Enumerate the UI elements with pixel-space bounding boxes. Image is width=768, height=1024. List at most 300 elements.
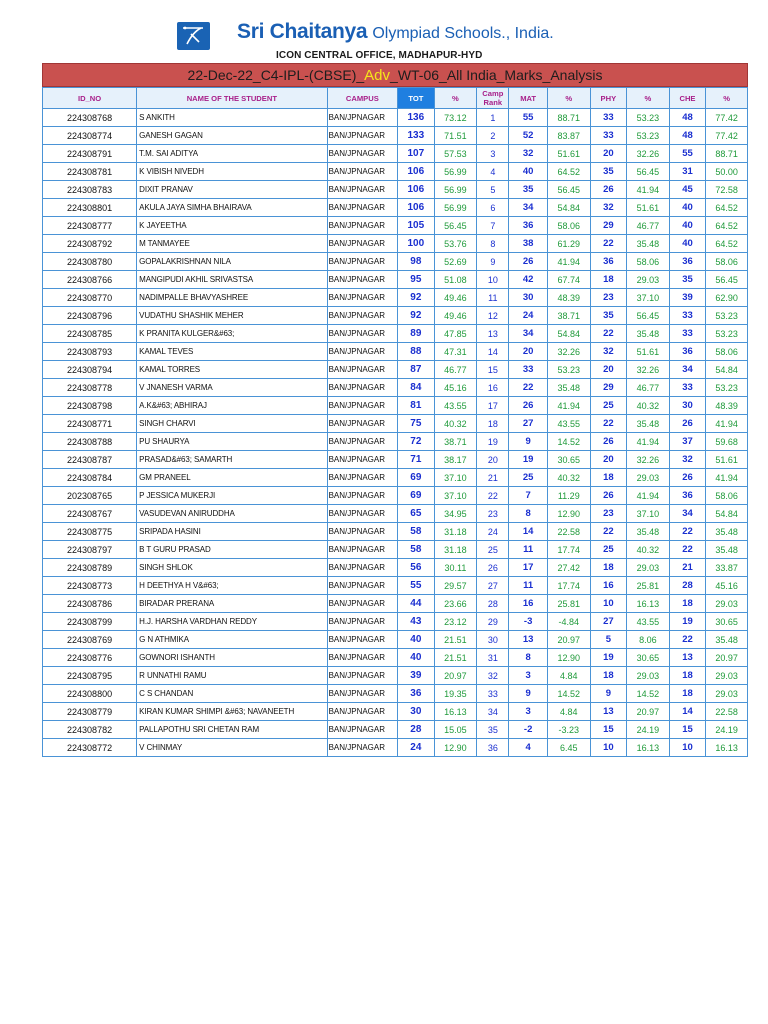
cell-camp-rank: 12 <box>477 307 509 325</box>
cell-name: H.J. HARSHA VARDHAN REDDY <box>137 613 327 631</box>
cell-mat-pct: 53.23 <box>547 361 590 379</box>
cell-che-pct: 45.16 <box>706 577 748 595</box>
cell-che: 18 <box>669 685 705 703</box>
table-row <box>43 559 748 577</box>
table-row <box>43 109 748 127</box>
cell-che-pct: 22.58 <box>706 703 748 721</box>
cell-mat-pct: 41.94 <box>547 397 590 415</box>
cell-phy: 22 <box>590 235 626 253</box>
cell-che-pct: 51.61 <box>706 451 748 469</box>
cell-che-pct: 29.03 <box>706 595 748 613</box>
cell-mat: 13 <box>509 631 548 649</box>
school-logo-icon <box>177 22 210 50</box>
cell-id: 224308779 <box>43 703 137 721</box>
cell-campus: BAN/JPNAGAR <box>327 451 398 469</box>
cell-phy-pct: 14.52 <box>627 685 670 703</box>
cell-mat-pct: -4.84 <box>547 613 590 631</box>
cell-che-pct: 77.42 <box>706 127 748 145</box>
cell-che-pct: 50.00 <box>706 163 748 181</box>
cell-tot: 107 <box>398 145 434 163</box>
cell-campus: BAN/JPNAGAR <box>327 703 398 721</box>
cell-campus: BAN/JPNAGAR <box>327 343 398 361</box>
cell-phy-pct: 56.45 <box>627 307 670 325</box>
page-header <box>0 14 768 62</box>
cell-che-pct: 77.42 <box>706 109 748 127</box>
cell-phy: 19 <box>590 649 626 667</box>
cell-mat: 24 <box>509 307 548 325</box>
cell-mat: 30 <box>509 289 548 307</box>
cell-id: 224308774 <box>43 127 137 145</box>
cell-mat-pct: 20.97 <box>547 631 590 649</box>
cell-tot-pct: 47.31 <box>434 343 477 361</box>
cell-phy: 10 <box>590 595 626 613</box>
cell-camp-rank: 26 <box>477 559 509 577</box>
cell-name: P JESSICA MUKERJI <box>137 487 327 505</box>
cell-name: T.M. SAI ADITYA <box>137 145 327 163</box>
table-row <box>43 361 748 379</box>
table-row <box>43 505 748 523</box>
cell-name: AKULA JAYA SIMHA BHAIRAVA <box>137 199 327 217</box>
cell-campus: BAN/JPNAGAR <box>327 379 398 397</box>
cell-tot-pct: 57.53 <box>434 145 477 163</box>
cell-id: 224308791 <box>43 145 137 163</box>
col-id: ID_NO <box>43 88 137 109</box>
cell-che-pct: 29.03 <box>706 685 748 703</box>
cell-phy-pct: 43.55 <box>627 613 670 631</box>
cell-camp-rank: 6 <box>477 199 509 217</box>
cell-mat-pct: 11.29 <box>547 487 590 505</box>
cell-tot-pct: 52.69 <box>434 253 477 271</box>
cell-phy: 35 <box>590 163 626 181</box>
col-phy-pct: % <box>627 88 670 109</box>
cell-id: 224308767 <box>43 505 137 523</box>
cell-tot: 56 <box>398 559 434 577</box>
table-row <box>43 721 748 739</box>
cell-che-pct: 20.97 <box>706 649 748 667</box>
cell-tot-pct: 49.46 <box>434 289 477 307</box>
cell-camp-rank: 2 <box>477 127 509 145</box>
cell-tot: 98 <box>398 253 434 271</box>
cell-tot-pct: 29.57 <box>434 577 477 595</box>
cell-mat-pct: 4.84 <box>547 703 590 721</box>
cell-phy-pct: 20.97 <box>627 703 670 721</box>
table-row <box>43 307 748 325</box>
cell-che: 33 <box>669 379 705 397</box>
cell-tot: 105 <box>398 217 434 235</box>
table-row <box>43 379 748 397</box>
cell-campus: BAN/JPNAGAR <box>327 145 398 163</box>
cell-campus: BAN/JPNAGAR <box>327 613 398 631</box>
cell-phy-pct: 41.94 <box>627 433 670 451</box>
cell-camp-rank: 29 <box>477 613 509 631</box>
cell-tot-pct: 40.32 <box>434 415 477 433</box>
table-row <box>43 127 748 145</box>
cell-tot-pct: 56.99 <box>434 163 477 181</box>
cell-tot: 95 <box>398 271 434 289</box>
cell-che: 10 <box>669 739 705 757</box>
cell-tot: 84 <box>398 379 434 397</box>
cell-che-pct: 58.06 <box>706 253 748 271</box>
cell-phy: 20 <box>590 145 626 163</box>
cell-tot: 92 <box>398 289 434 307</box>
cell-name: MANGIPUDI AKHIL SRIVASTSA <box>137 271 327 289</box>
cell-tot-pct: 23.12 <box>434 613 477 631</box>
cell-tot-pct: 71.51 <box>434 127 477 145</box>
cell-mat: 17 <box>509 559 548 577</box>
col-campus: CAMPUS <box>327 88 398 109</box>
cell-phy-pct: 32.26 <box>627 145 670 163</box>
cell-id: 224308769 <box>43 631 137 649</box>
cell-camp-rank: 13 <box>477 325 509 343</box>
cell-camp-rank: 25 <box>477 541 509 559</box>
cell-mat: 42 <box>509 271 548 289</box>
col-tot-pct: % <box>434 88 477 109</box>
table-row <box>43 325 748 343</box>
cell-campus: BAN/JPNAGAR <box>327 559 398 577</box>
cell-name: K PRANITA KULGER&#63; <box>137 325 327 343</box>
cell-campus: BAN/JPNAGAR <box>327 397 398 415</box>
cell-tot: 58 <box>398 523 434 541</box>
col-mat-pct: % <box>547 88 590 109</box>
cell-che-pct: 64.52 <box>706 235 748 253</box>
table-body <box>43 109 748 757</box>
col-mat: MAT <box>509 88 548 109</box>
cell-mat: 52 <box>509 127 548 145</box>
cell-che-pct: 30.65 <box>706 613 748 631</box>
cell-che: 40 <box>669 235 705 253</box>
cell-id: 224308798 <box>43 397 137 415</box>
cell-tot-pct: 16.13 <box>434 703 477 721</box>
cell-che: 45 <box>669 181 705 199</box>
cell-tot-pct: 20.97 <box>434 667 477 685</box>
cell-tot-pct: 45.16 <box>434 379 477 397</box>
cell-mat-pct: 40.32 <box>547 469 590 487</box>
cell-mat: 35 <box>509 181 548 199</box>
cell-name: KAMAL TEVES <box>137 343 327 361</box>
table-row <box>43 739 748 757</box>
cell-phy-pct: 37.10 <box>627 505 670 523</box>
table-row <box>43 595 748 613</box>
cell-tot: 30 <box>398 703 434 721</box>
cell-tot: 106 <box>398 181 434 199</box>
table-row <box>43 577 748 595</box>
cell-name: H DEETHYA H V&#63; <box>137 577 327 595</box>
cell-mat-pct: 64.52 <box>547 163 590 181</box>
cell-name: BIRADAR PRERANA <box>137 595 327 613</box>
cell-campus: BAN/JPNAGAR <box>327 685 398 703</box>
cell-campus: BAN/JPNAGAR <box>327 361 398 379</box>
cell-campus: BAN/JPNAGAR <box>327 217 398 235</box>
cell-che-pct: 53.23 <box>706 325 748 343</box>
cell-phy: 33 <box>590 127 626 145</box>
cell-che: 35 <box>669 271 705 289</box>
table-row <box>43 415 748 433</box>
cell-mat: 4 <box>509 739 548 757</box>
cell-tot-pct: 23.66 <box>434 595 477 613</box>
cell-che-pct: 53.23 <box>706 307 748 325</box>
cell-tot-pct: 56.99 <box>434 181 477 199</box>
cell-phy: 22 <box>590 415 626 433</box>
table-row <box>43 685 748 703</box>
cell-id: 224308788 <box>43 433 137 451</box>
cell-tot-pct: 31.18 <box>434 523 477 541</box>
cell-name: R UNNATHI RAMU <box>137 667 327 685</box>
cell-phy-pct: 8.06 <box>627 631 670 649</box>
cell-camp-rank: 7 <box>477 217 509 235</box>
cell-mat: 27 <box>509 415 548 433</box>
table-row <box>43 631 748 649</box>
cell-che: 48 <box>669 109 705 127</box>
cell-che: 32 <box>669 451 705 469</box>
cell-camp-rank: 9 <box>477 253 509 271</box>
cell-tot-pct: 15.05 <box>434 721 477 739</box>
col-tot: TOT <box>398 88 434 109</box>
cell-che: 34 <box>669 505 705 523</box>
cell-phy: 23 <box>590 289 626 307</box>
cell-tot: 81 <box>398 397 434 415</box>
cell-name: PALLAPOTHU SRI CHETAN RAM <box>137 721 327 739</box>
table-row <box>43 145 748 163</box>
cell-name: S ANKITH <box>137 109 327 127</box>
cell-phy: 18 <box>590 469 626 487</box>
cell-che-pct: 35.48 <box>706 523 748 541</box>
cell-mat-pct: 32.26 <box>547 343 590 361</box>
cell-che-pct: 58.06 <box>706 343 748 361</box>
cell-mat: 55 <box>509 109 548 127</box>
cell-mat: 34 <box>509 325 548 343</box>
cell-che-pct: 53.23 <box>706 379 748 397</box>
cell-campus: BAN/JPNAGAR <box>327 325 398 343</box>
cell-mat-pct: 12.90 <box>547 505 590 523</box>
cell-phy: 15 <box>590 721 626 739</box>
cell-campus: BAN/JPNAGAR <box>327 199 398 217</box>
cell-phy: 22 <box>590 523 626 541</box>
cell-camp-rank: 28 <box>477 595 509 613</box>
cell-tot: 75 <box>398 415 434 433</box>
cell-phy-pct: 51.61 <box>627 343 670 361</box>
cell-tot-pct: 43.55 <box>434 397 477 415</box>
cell-phy-pct: 41.94 <box>627 181 670 199</box>
cell-che-pct: 54.84 <box>706 361 748 379</box>
cell-tot: 133 <box>398 127 434 145</box>
cell-name: SINGH CHARVI <box>137 415 327 433</box>
cell-phy-pct: 35.48 <box>627 415 670 433</box>
cell-name: C S CHANDAN <box>137 685 327 703</box>
cell-camp-rank: 18 <box>477 415 509 433</box>
cell-campus: BAN/JPNAGAR <box>327 127 398 145</box>
cell-campus: BAN/JPNAGAR <box>327 307 398 325</box>
cell-che: 22 <box>669 541 705 559</box>
cell-tot-pct: 34.95 <box>434 505 477 523</box>
cell-name: M TANMAYEE <box>137 235 327 253</box>
cell-che: 33 <box>669 307 705 325</box>
cell-tot-pct: 46.77 <box>434 361 477 379</box>
table-row <box>43 613 748 631</box>
cell-tot: 69 <box>398 487 434 505</box>
cell-phy: 18 <box>590 559 626 577</box>
cell-camp-rank: 19 <box>477 433 509 451</box>
cell-mat: 26 <box>509 253 548 271</box>
cell-phy: 20 <box>590 451 626 469</box>
table-row <box>43 703 748 721</box>
cell-mat-pct: 22.58 <box>547 523 590 541</box>
cell-mat: 33 <box>509 361 548 379</box>
table-row <box>43 343 748 361</box>
cell-phy-pct: 46.77 <box>627 379 670 397</box>
cell-che: 48 <box>669 127 705 145</box>
cell-che: 22 <box>669 523 705 541</box>
cell-campus: BAN/JPNAGAR <box>327 469 398 487</box>
marks-report <box>42 63 748 757</box>
cell-mat-pct: 27.42 <box>547 559 590 577</box>
cell-phy: 33 <box>590 109 626 127</box>
cell-campus: BAN/JPNAGAR <box>327 649 398 667</box>
cell-tot-pct: 37.10 <box>434 469 477 487</box>
cell-tot-pct: 73.12 <box>434 109 477 127</box>
cell-phy-pct: 29.03 <box>627 559 670 577</box>
cell-name: KAMAL TORRES <box>137 361 327 379</box>
cell-name: PU SHAURYA <box>137 433 327 451</box>
cell-mat: 34 <box>509 199 548 217</box>
cell-mat: 20 <box>509 343 548 361</box>
cell-name: B T GURU PRASAD <box>137 541 327 559</box>
cell-phy: 13 <box>590 703 626 721</box>
banner-part2: _WT-06_All India_Marks_Analysis <box>390 67 603 83</box>
cell-camp-rank: 17 <box>477 397 509 415</box>
cell-tot: 69 <box>398 469 434 487</box>
col-che-pct: % <box>706 88 748 109</box>
cell-tot-pct: 56.99 <box>434 199 477 217</box>
cell-tot: 40 <box>398 649 434 667</box>
cell-che: 36 <box>669 343 705 361</box>
cell-phy: 18 <box>590 271 626 289</box>
cell-mat-pct: 38.71 <box>547 307 590 325</box>
cell-camp-rank: 36 <box>477 739 509 757</box>
cell-che-pct: 29.03 <box>706 667 748 685</box>
cell-mat-pct: 88.71 <box>547 109 590 127</box>
cell-mat: 9 <box>509 433 548 451</box>
cell-id: 202308765 <box>43 487 137 505</box>
cell-che-pct: 88.71 <box>706 145 748 163</box>
cell-che: 19 <box>669 613 705 631</box>
cell-mat: 11 <box>509 577 548 595</box>
cell-che-pct: 16.13 <box>706 739 748 757</box>
cell-id: 224308796 <box>43 307 137 325</box>
cell-phy: 26 <box>590 433 626 451</box>
cell-mat-pct: 41.94 <box>547 253 590 271</box>
cell-campus: BAN/JPNAGAR <box>327 181 398 199</box>
cell-tot-pct: 12.90 <box>434 739 477 757</box>
cell-phy: 5 <box>590 631 626 649</box>
cell-tot: 92 <box>398 307 434 325</box>
cell-name: GANESH GAGAN <box>137 127 327 145</box>
cell-che: 13 <box>669 649 705 667</box>
cell-camp-rank: 16 <box>477 379 509 397</box>
cell-che: 40 <box>669 217 705 235</box>
cell-camp-rank: 30 <box>477 631 509 649</box>
cell-che-pct: 59.68 <box>706 433 748 451</box>
cell-phy-pct: 46.77 <box>627 217 670 235</box>
cell-mat: 3 <box>509 667 548 685</box>
cell-phy-pct: 35.48 <box>627 523 670 541</box>
cell-che: 26 <box>669 415 705 433</box>
cell-phy: 23 <box>590 505 626 523</box>
cell-campus: BAN/JPNAGAR <box>327 523 398 541</box>
cell-che-pct: 62.90 <box>706 289 748 307</box>
cell-mat: 7 <box>509 487 548 505</box>
cell-camp-rank: 35 <box>477 721 509 739</box>
cell-phy-pct: 29.03 <box>627 667 670 685</box>
cell-campus: BAN/JPNAGAR <box>327 271 398 289</box>
cell-tot-pct: 47.85 <box>434 325 477 343</box>
cell-tot: 65 <box>398 505 434 523</box>
cell-phy-pct: 51.61 <box>627 199 670 217</box>
col-camp-rank: Camp Rank <box>477 88 509 109</box>
cell-campus: BAN/JPNAGAR <box>327 163 398 181</box>
cell-tot: 89 <box>398 325 434 343</box>
cell-mat-pct: 17.74 <box>547 577 590 595</box>
cell-phy-pct: 30.65 <box>627 649 670 667</box>
cell-phy-pct: 40.32 <box>627 397 670 415</box>
cell-phy: 9 <box>590 685 626 703</box>
cell-phy-pct: 29.03 <box>627 469 670 487</box>
cell-che-pct: 35.48 <box>706 631 748 649</box>
cell-tot-pct: 21.51 <box>434 631 477 649</box>
cell-phy-pct: 16.13 <box>627 739 670 757</box>
cell-tot: 106 <box>398 199 434 217</box>
cell-phy-pct: 35.48 <box>627 235 670 253</box>
table-row <box>43 469 748 487</box>
cell-camp-rank: 1 <box>477 109 509 127</box>
cell-id: 224308773 <box>43 577 137 595</box>
cell-campus: BAN/JPNAGAR <box>327 595 398 613</box>
cell-id: 224308772 <box>43 739 137 757</box>
cell-campus: BAN/JPNAGAR <box>327 253 398 271</box>
cell-campus: BAN/JPNAGAR <box>327 415 398 433</box>
cell-mat-pct: 54.84 <box>547 199 590 217</box>
cell-che: 14 <box>669 703 705 721</box>
cell-che-pct: 41.94 <box>706 469 748 487</box>
cell-id: 224308781 <box>43 163 137 181</box>
cell-phy: 35 <box>590 307 626 325</box>
cell-camp-rank: 31 <box>477 649 509 667</box>
cell-phy-pct: 35.48 <box>627 325 670 343</box>
cell-phy: 22 <box>590 325 626 343</box>
cell-campus: BAN/JPNAGAR <box>327 631 398 649</box>
cell-che-pct: 41.94 <box>706 415 748 433</box>
cell-mat: 40 <box>509 163 548 181</box>
table-row <box>43 451 748 469</box>
cell-phy: 29 <box>590 379 626 397</box>
cell-campus: BAN/JPNAGAR <box>327 433 398 451</box>
table-row <box>43 487 748 505</box>
cell-name: V JNANESH VARMA <box>137 379 327 397</box>
cell-che: 40 <box>669 199 705 217</box>
cell-mat-pct: 48.39 <box>547 289 590 307</box>
cell-mat: 8 <box>509 505 548 523</box>
cell-name: SINGH SHLOK <box>137 559 327 577</box>
cell-phy-pct: 37.10 <box>627 289 670 307</box>
cell-camp-rank: 24 <box>477 523 509 541</box>
cell-tot-pct: 37.10 <box>434 487 477 505</box>
cell-phy: 26 <box>590 487 626 505</box>
cell-che: 55 <box>669 145 705 163</box>
banner-adv: Adv <box>364 67 391 84</box>
cell-phy-pct: 58.06 <box>627 253 670 271</box>
school-brand: Sri Chaitanya <box>237 20 368 43</box>
cell-name: GOWNORI ISHANTH <box>137 649 327 667</box>
cell-name: V CHINMAY <box>137 739 327 757</box>
